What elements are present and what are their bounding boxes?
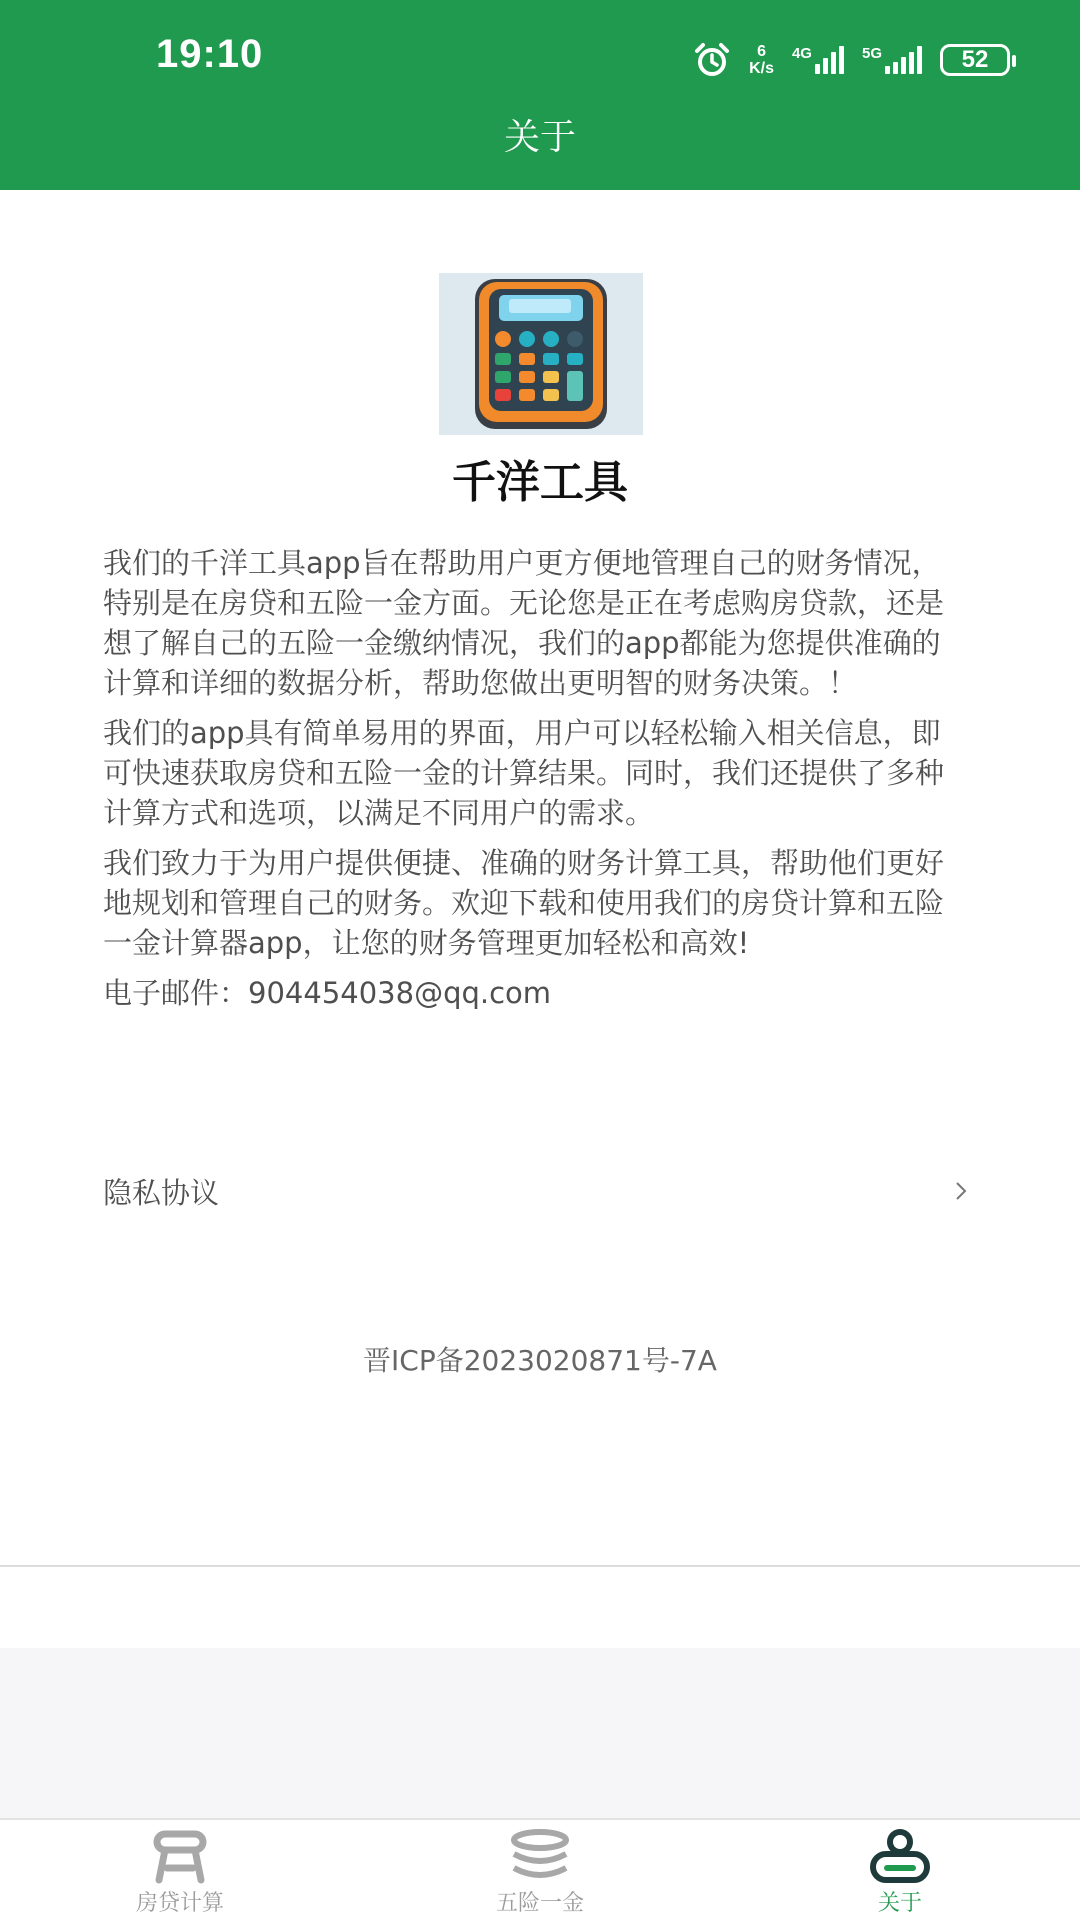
tab-label: 房贷计算 bbox=[135, 1891, 224, 1916]
email-address[interactable]: 904454038@qq.com bbox=[248, 976, 552, 1010]
icp-record[interactable]: 晋ICP备2023020871号-7A bbox=[363, 1344, 717, 1377]
net-speed bbox=[749, 43, 774, 77]
person-icon bbox=[867, 1828, 933, 1886]
alarm-icon bbox=[693, 41, 731, 79]
house-loan-icon bbox=[147, 1828, 213, 1886]
app-header bbox=[0, 0, 1080, 190]
divider bbox=[0, 1565, 1080, 1567]
signal-5g bbox=[862, 46, 922, 74]
about-description bbox=[103, 543, 963, 1023]
signal-4g bbox=[792, 46, 844, 74]
email-label: 电子邮件： bbox=[103, 976, 249, 1010]
description-paragraph: 我们致力于为用户提供便捷、准确的财务计算工具，帮助他们更好地规划和管理自己的财务。欢迎下载和使用我们的房贷计算和五险一金计算器app，让您的财务管理更加轻松和高效! bbox=[103, 846, 945, 960]
chevron-right-icon bbox=[949, 1179, 973, 1203]
privacy-policy-row[interactable] bbox=[103, 1166, 973, 1216]
battery-icon bbox=[940, 44, 1010, 76]
calculator-icon bbox=[439, 273, 643, 435]
status-icons bbox=[693, 38, 1010, 82]
battery-level: 52 bbox=[961, 46, 989, 73]
tab-label: 关于 bbox=[877, 1891, 922, 1916]
status-time: 19:10 bbox=[156, 32, 264, 76]
description-paragraph: 我们的千洋工具app旨在帮助用户更方便地管理自己的财务情况，特别是在房贷和五险一金方面。无论您是正在考虑购房贷款，还是想了解自己的五险一金缴纳情况，我们的app都能为您提供准确的计算和详细的数据分析，帮助您做出更明智的财务决策。！ bbox=[103, 546, 945, 700]
app-name: 千洋工具 bbox=[452, 457, 628, 508]
bottom-tab-bar bbox=[0, 1818, 1080, 1920]
net-speed-unit: K/s bbox=[749, 60, 774, 77]
signal-4g-label: 4G bbox=[791, 45, 812, 62]
page-title: 关于 bbox=[503, 117, 576, 158]
tab-label: 五险一金 bbox=[495, 1891, 584, 1916]
signal-5g-label: 5G bbox=[861, 45, 882, 62]
tab-about[interactable] bbox=[780, 1828, 1020, 1917]
privacy-policy-label: 隐私协议 bbox=[103, 1175, 220, 1210]
tab-house-loan[interactable] bbox=[60, 1828, 300, 1917]
tab-social-insurance[interactable] bbox=[420, 1828, 660, 1917]
email-line bbox=[103, 973, 963, 1013]
description-paragraph: 我们的app具有简单易用的界面，用户可以轻松输入相关信息，即可快速获取房贷和五险一金的计算结果。同时，我们还提供了多种计算方式和选项，以满足不同用户的需求。 bbox=[103, 716, 945, 830]
bottom-spacer bbox=[0, 1648, 1080, 1818]
coin-stack-icon bbox=[507, 1828, 573, 1886]
net-speed-value: 6 bbox=[757, 43, 766, 60]
